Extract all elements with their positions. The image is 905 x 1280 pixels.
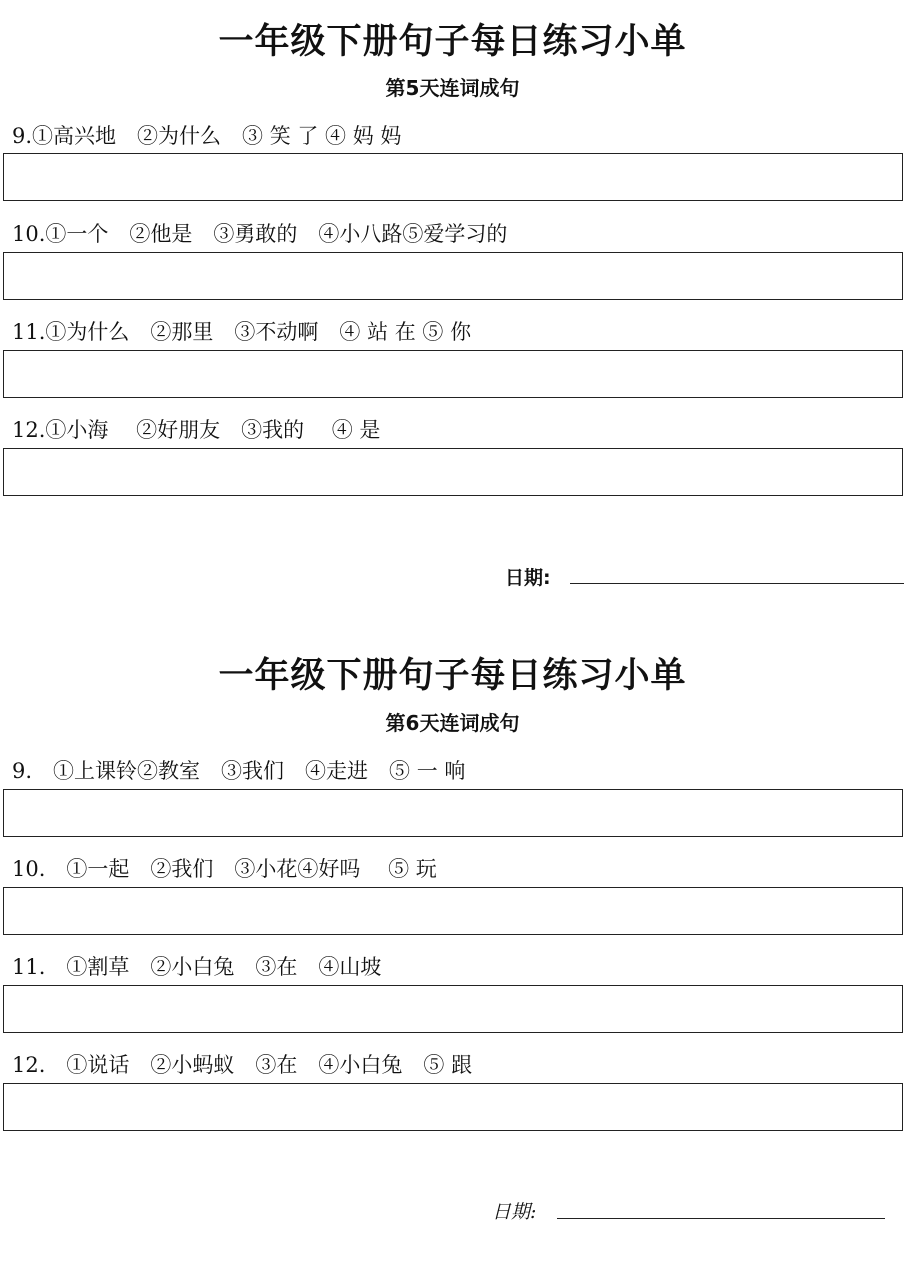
question-12: 12.①小海 ②好朋友 ③我的 ④ 是: [12, 418, 381, 442]
question-11: 11.①为什么 ②那里 ③不动啊 ④ 站 在 ⑤ 你: [12, 320, 472, 344]
answer-box-9[interactable]: [3, 153, 903, 201]
question-11: 11. ①割草 ②小白兔 ③在 ④山坡: [12, 955, 382, 979]
page-subtitle: 第5天连词成句: [385, 76, 520, 100]
answer-box-10[interactable]: [3, 887, 903, 935]
answer-box-11[interactable]: [3, 350, 903, 398]
question-9: 9. ①上课铃②教室 ③我们 ④走进 ⑤ 一 响: [12, 759, 466, 783]
answer-box-11[interactable]: [3, 985, 903, 1033]
question-12: 12. ①说话 ②小蚂蚁 ③在 ④小白兔 ⑤ 跟: [12, 1053, 473, 1077]
question-9: 9.①高兴地 ②为什么 ③ 笑 了 ④ 妈 妈: [12, 124, 402, 148]
question-10: 10.①一个 ②他是 ③勇敢的 ④小八路⑤爱学习的: [12, 222, 508, 246]
page-subtitle: 第6天连词成句: [385, 711, 520, 735]
answer-box-9[interactable]: [3, 789, 903, 837]
answer-box-12[interactable]: [3, 448, 903, 496]
answer-box-12[interactable]: [3, 1083, 903, 1131]
date-field[interactable]: [570, 583, 904, 584]
question-10: 10. ①一起 ②我们 ③小花④好吗 ⑤ 玩: [12, 857, 437, 881]
page-title: 一年级下册句子每日练习小单: [218, 656, 687, 696]
date-label: 日期:: [505, 567, 551, 589]
date-field[interactable]: [557, 1218, 885, 1219]
page-title: 一年级下册句子每日练习小单: [218, 22, 687, 62]
date-label: 日期:: [492, 1201, 537, 1223]
answer-box-10[interactable]: [3, 252, 903, 300]
